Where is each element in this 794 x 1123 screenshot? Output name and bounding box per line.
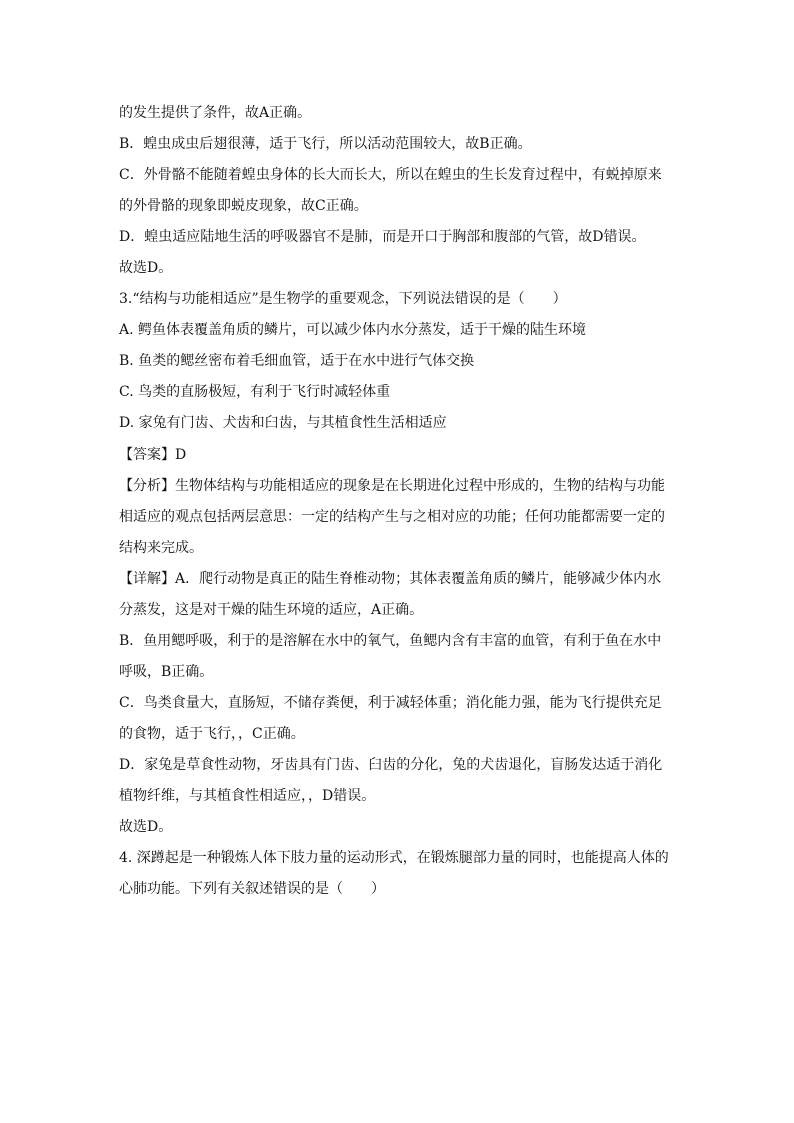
analysis-line-3: 结构来完成。 [119,540,203,556]
answer-line: 【答案】D [119,447,187,463]
text-line-1: 的发生提供了条件，故A正确。 [119,105,312,121]
detail-line-7: D．家兔是草食性动物，牙齿具有门齿、臼齿的分化，兔的犬齿退化，盲肠发达适于消化 [119,757,663,773]
question-3-option-a: A. 鳄鱼体表覆盖角质的鳞片，可以减少体内水分蒸发，适于干燥的陆生环境 [119,322,587,338]
text-line-2: B．蝗虫成虫后翅很薄，适于飞行，所以活动范围较大，故B正确。 [119,136,532,152]
detail-line-3: B．鱼用鳃呼吸，利于的是溶解在水中的氧气，鱼鳃内含有丰富的血管，有利于鱼在水中 [119,633,662,649]
analysis-line-1: 【分析】生物体结构与功能相适应的现象是在长期进化过程中形成的，生物的结构与功能 [119,478,665,494]
question-3-option-c: C. 鸟类的直肠极短，有利于飞行时减轻体重 [119,384,391,400]
text-line-3: C．外骨骼不能随着蝗虫身体的长大而长大，所以在蝗虫的生长发育过程中，有蜕掉原来 [119,167,662,183]
detail-line-2: 分蒸发，这是对干燥的陆生环境的适应，A正确。 [119,602,424,618]
question-3-option-d: D. 家兔有门齿、犬齿和臼齿，与其植食性生活相适应 [119,415,447,431]
detail-line-6: 的食物，适于飞行，，C正确。 [119,726,305,742]
question-4-line-1: 4. 深蹲起是一种锻炼人体下肢力量的运动形式，在锻炼腿部力量的同时，也能提高人体的 [119,850,669,866]
text-line-6: 故选D。 [119,260,173,276]
analysis-line-2: 相适应的观点包括两层意思：一定的结构产生与之相对应的功能；任何功能都需要一定的 [119,509,665,525]
detail-line-4: 呼吸，B正确。 [119,664,214,680]
text-line-4: 的外骨骼的现象即蜕皮现象，故C正确。 [119,198,368,214]
question-3-option-b: B. 鱼类的鳃丝密布着毛细血管，适于在水中进行气体交换 [119,353,475,369]
detail-line-8: 植物纤维，与其植食性相适应，，D错误。 [119,788,376,804]
detail-line-1: 【详解】A．爬行动物是真正的陆生脊椎动物；其体表覆盖角质的鳞片，能够减少体内水 [119,571,662,587]
question-3-stem: 3.“结构与功能相适应”是生物学的重要观念，下列说法错误的是（ ） [119,291,567,307]
detail-line-5: C．鸟类食量大，直肠短，不储存粪便，利于减轻体重；消化能力强，能为飞行提供充足 [119,695,662,711]
conclusion-line: 故选D。 [119,819,173,835]
question-4-line-2: 心肺功能。下列有关叙述错误的是（ ） [119,881,385,897]
text-line-5: D．蝗虫适应陆地生活的呼吸器官不是肺，而是开口于胸部和腹部的气管，故D错误。 [119,229,646,245]
